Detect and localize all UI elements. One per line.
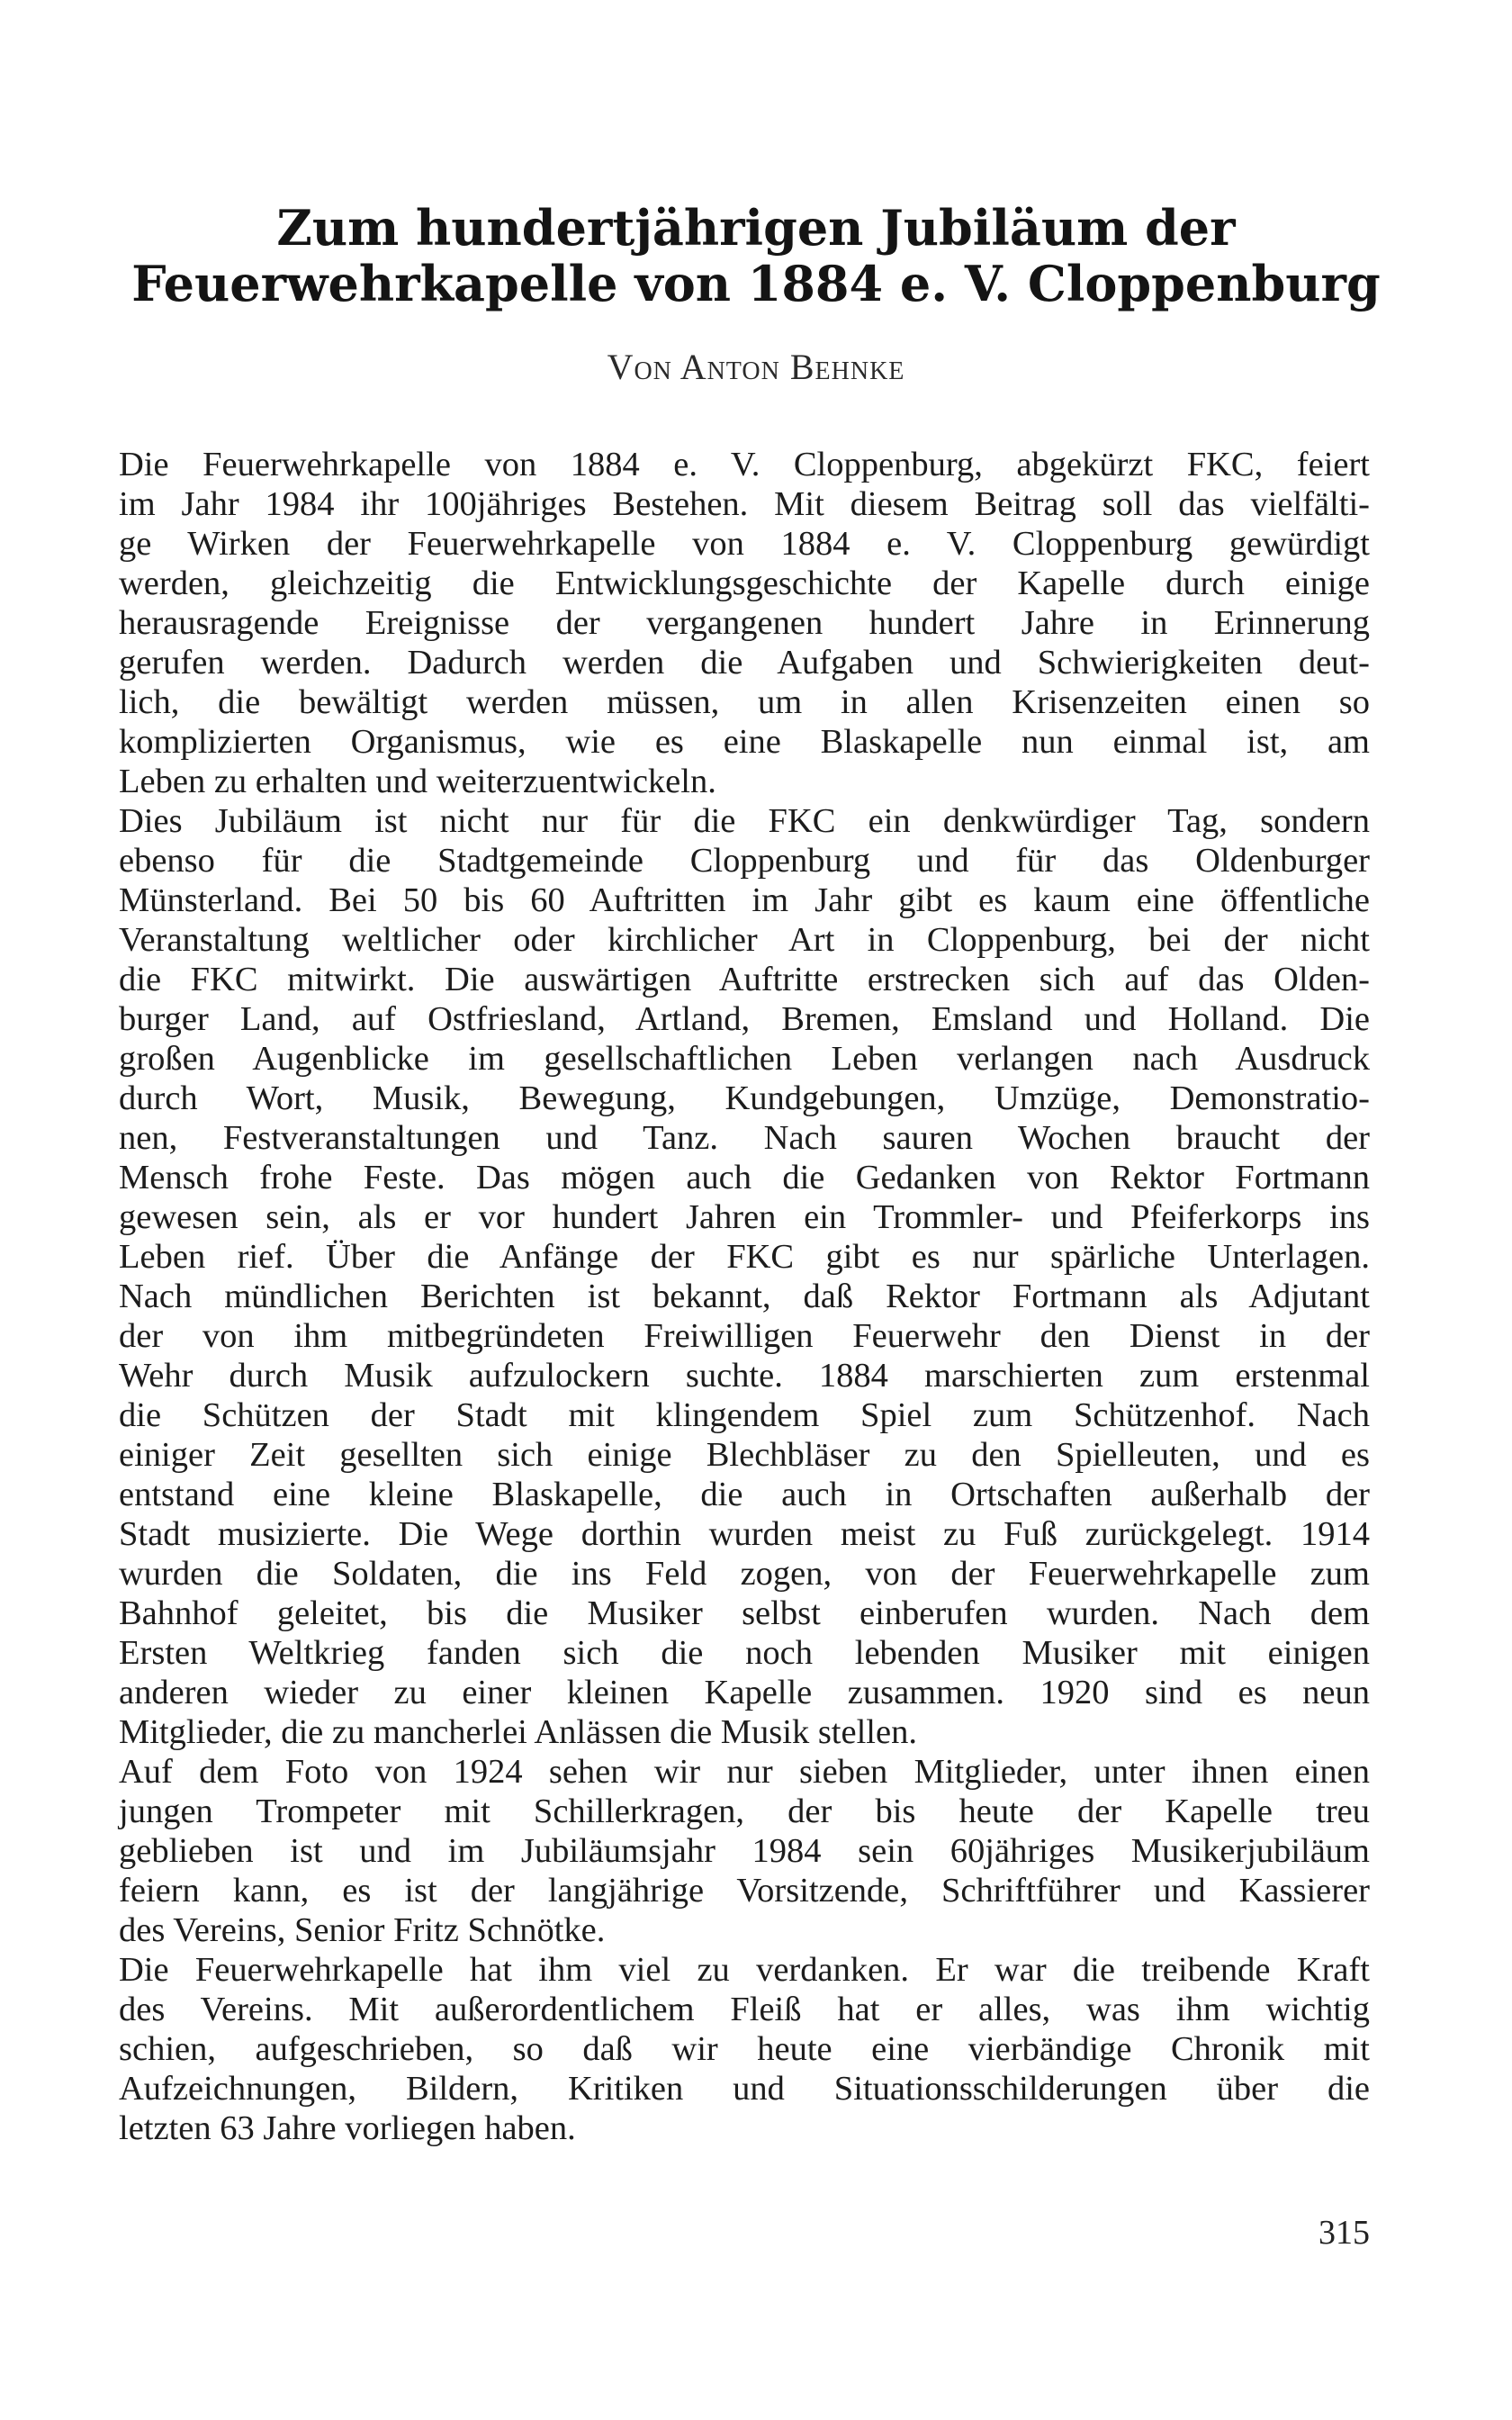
body-line: einiger Zeit gesellten sich einige Blechbläser zu den Spielleuten, und es: [119, 1436, 1370, 1474]
body-line: der von ihm mitbegründeten Freiwilligen Feuerwehr den Dienst in der: [119, 1317, 1370, 1355]
author-byline: Von Anton Behnke: [607, 347, 905, 387]
body-line: werden, gleichzeitig die Entwicklungsgeschichte der Kapelle durch einige: [119, 564, 1370, 602]
body-line: wurden die Soldaten, die ins Feld zogen, von der Feuerwehrkapelle zum: [119, 1555, 1370, 1593]
body-line: Bahnhof geleitet, bis die Musiker selbst einberufen wurden. Nach dem: [119, 1594, 1370, 1632]
body-line: Wehr durch Musik aufzulockern suchte. 1884 marschierten zum erstenmal: [119, 1357, 1370, 1395]
body-line: Münsterland. Bei 50 bis 60 Auftritten im Jahr gibt es kaum eine öffentliche: [119, 881, 1370, 919]
body-line: großen Augenblicke im gesellschaftlichen Leben verlangen nach Ausdruck: [119, 1040, 1370, 1078]
body-line: die FKC mitwirkt. Die auswärtigen Auftritte erstrecken sich auf das Olden-: [119, 961, 1370, 998]
title-line-1: Zum hundertjährigen Jubiläum der: [276, 199, 1236, 257]
body-line: ebenso für die Stadtgemeinde Cloppenburg und für das Oldenburger: [119, 842, 1370, 880]
page-number: 315: [1318, 2214, 1370, 2252]
body-line: herausragende Ereignisse der vergangenen hundert Jahre in Erinnerung: [119, 604, 1370, 642]
body-line: letzten 63 Jahre vorliegen haben.: [119, 2109, 576, 2147]
body-line: gewesen sein, als er vor hundert Jahren ein Trommler- und Pfeiferkorps ins: [119, 1198, 1370, 1236]
body-line: anderen wieder zu einer kleinen Kapelle zusammen. 1920 sind es neun: [119, 1674, 1370, 1711]
body-line: Auf dem Foto von 1924 sehen wir nur sieben Mitglieder, unter ihnen einen: [119, 1753, 1370, 1791]
body-line: geblieben ist und im Jubiläumsjahr 1984 sein 60jähriges Musikerjubiläum: [119, 1832, 1370, 1870]
body-line: Dies Jubiläum ist nicht nur für die FKC ein denkwürdiger Tag, sondern: [119, 802, 1370, 840]
body-line: schien, aufgeschrieben, so daß wir heute eine vierbändige Chronik mit: [119, 2030, 1370, 2068]
body-line: Stadt musizierte. Die Wege dorthin wurden meist zu Fuß zurückgelegt. 1914: [119, 1515, 1370, 1553]
body-line: Leben zu erhalten und weiterzuentwickeln.: [119, 763, 716, 800]
body-line: Mensch frohe Feste. Das mögen auch die Gedanken von Rektor Fortmann: [119, 1159, 1370, 1196]
article-title: [90, 200, 1422, 312]
body-line: des Vereins. Mit außerordentlichem Fleiß hat er alles, was ihm wichtig: [119, 1991, 1370, 2028]
body-line: Ersten Weltkrieg fanden sich die noch lebenden Musiker mit einigen: [119, 1634, 1370, 1672]
body-line: Die Feuerwehrkapelle hat ihm viel zu verdanken. Er war die treibende Kraft: [119, 1951, 1370, 1989]
body-line: komplizierten Organismus, wie es eine Blaskapelle nun einmal ist, am: [119, 723, 1370, 761]
article-body: [119, 445, 1370, 2148]
body-line: des Vereins, Senior Fritz Schnötke.: [119, 1911, 606, 1949]
body-line: Leben rief. Über die Anfänge der FKC gibt es nur spärliche Unterlagen.: [119, 1238, 1370, 1276]
body-line: ge Wirken der Feuerwehrkapelle von 1884 e. V. Cloppenburg gewürdigt: [119, 525, 1370, 563]
body-line: lich, die bewältigt werden müssen, um in allen Krisenzeiten einen so: [119, 683, 1370, 721]
body-line: feiern kann, es ist der langjährige Vorsitzende, Schriftführer und Kassierer: [119, 1872, 1370, 1910]
body-line: jungen Trompeter mit Schillerkragen, der bis heute der Kapelle treu: [119, 1792, 1370, 1830]
body-line: Aufzeichnungen, Bildern, Kritiken und Situationsschilderungen über die: [119, 2070, 1370, 2108]
body-line: burger Land, auf Ostfriesland, Artland, Bremen, Emsland und Holland. Die: [119, 1000, 1370, 1038]
title-line-2: Feuerwehrkapelle von 1884 e. V. Cloppenburg: [131, 255, 1381, 312]
body-line: Veranstaltung weltlicher oder kirchlicher Art in Cloppenburg, bei der nicht: [119, 921, 1370, 959]
body-line: Nach mündlichen Berichten ist bekannt, daß Rektor Fortmann als Adjutant: [119, 1278, 1370, 1315]
body-line: Mitglieder, die zu mancherlei Anlässen die Musik stellen.: [119, 1713, 917, 1751]
body-line: entstand eine kleine Blaskapelle, die auch in Ortschaften außerhalb der: [119, 1476, 1370, 1513]
body-line: die Schützen der Stadt mit klingendem Spiel zum Schützenhof. Nach: [119, 1396, 1370, 1434]
body-line: nen, Festveranstaltungen und Tanz. Nach sauren Wochen braucht der: [119, 1119, 1370, 1157]
body-line: gerufen werden. Dadurch werden die Aufgaben und Schwierigkeiten deut-: [119, 644, 1370, 682]
body-line: durch Wort, Musik, Bewegung, Kundgebungen, Umzüge, Demonstratio-: [119, 1079, 1370, 1117]
body-line: im Jahr 1984 ihr 100jähriges Bestehen. Mit diesem Beitrag soll das vielfälti-: [119, 485, 1370, 523]
body-line: Die Feuerwehrkapelle von 1884 e. V. Cloppenburg, abgekürzt FKC, feiert: [119, 446, 1370, 483]
